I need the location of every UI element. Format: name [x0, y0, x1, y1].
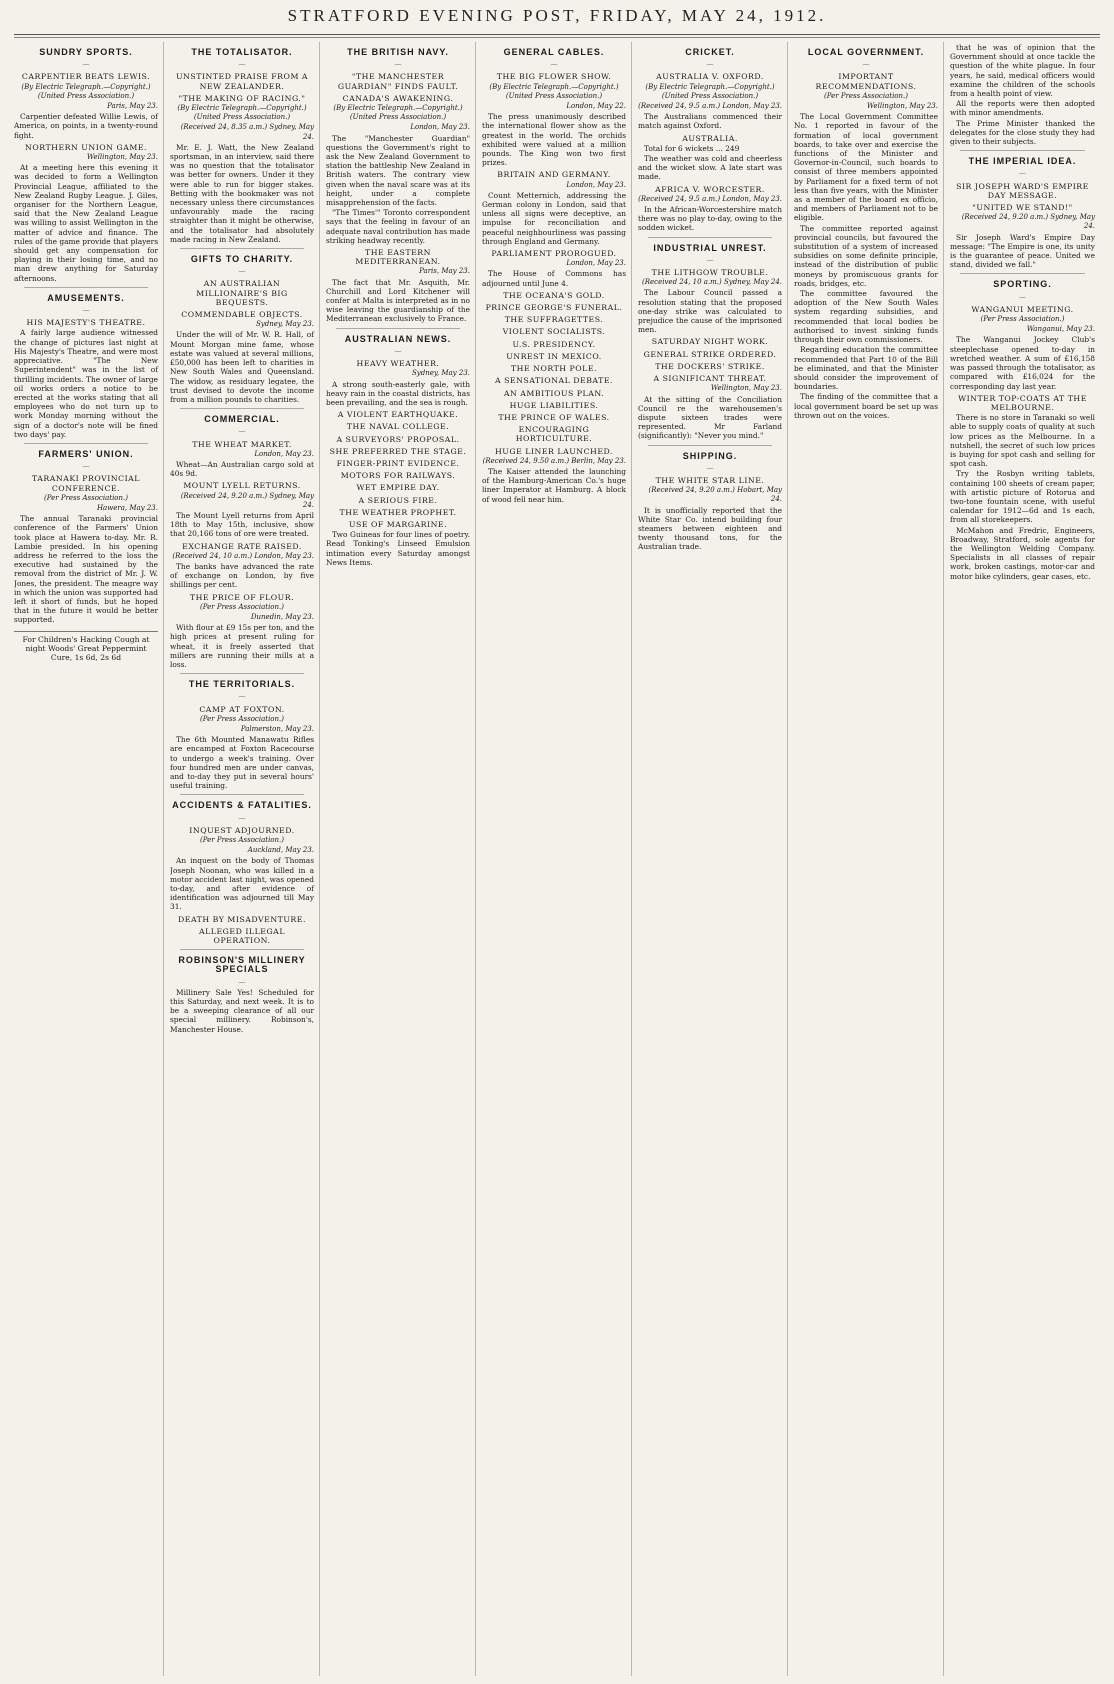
- article-headline: IMPORTANT RECOMMENDATIONS.: [815, 72, 917, 91]
- wire-credit: (Per Press Association.): [200, 714, 284, 723]
- dateline: Paris, May 23.: [419, 267, 470, 276]
- article-headline: AN AMBITIOUS PLAN.: [503, 388, 605, 398]
- article-headline: THE BIG FLOWER SHOW.: [496, 72, 612, 82]
- section-dash: —: [238, 60, 246, 69]
- dateline: (Received 24, 9.20 a.m.) Sydney, May 24.: [961, 213, 1095, 231]
- article-body: The weather was cold and cheerless and the wicket slow. A late start was made.: [638, 154, 782, 182]
- section-heading: SUNDRY SPORTS.: [39, 47, 133, 57]
- section-rule: [180, 673, 304, 674]
- section-dash: —: [1019, 169, 1026, 178]
- article-body: An inquest on the body of Thomas Joseph Noonan, who was killed in a motor accident last night, was opened to-day, and after evidence of identification was adjourned till May 31.: [170, 856, 314, 912]
- article-headline: MOUNT LYELL RETURNS.: [183, 481, 301, 491]
- article-headline: GENERAL STRIKE ORDERED.: [643, 349, 777, 359]
- section-dash: —: [1019, 292, 1026, 301]
- section-dash: —: [238, 267, 246, 276]
- advertisement: For Children's Hacking Cough at night Woods' Great Peppermint Cure, 1s 6d, 2s 6d: [14, 631, 158, 663]
- article-headline: PRINCE GEORGE'S FUNERAL.: [485, 303, 623, 313]
- wire-credit: (Per Press Association.): [44, 493, 128, 502]
- wire-credit: (By Electric Telegraph.—Copyright.) (United Press Association.): [333, 104, 463, 122]
- dateline: (Received 24, 10 a.m.) London, May 23.: [172, 551, 314, 560]
- article-body: The committee reported against provincial councils, but favoured the substitution of a system of increased subsidies on some definite principle, instead of the distribution of public moneys by promiscuous grants for roads, bridges, etc.: [794, 223, 938, 288]
- article-headline: A SIGNIFICANT THREAT.: [653, 374, 767, 384]
- dateline: Paris, May 23.: [107, 102, 158, 111]
- article-headline: THE WEATHER PROPHET.: [339, 507, 457, 517]
- article-headline: UNSTINTED PRAISE FROM A NEW ZEALANDER.: [175, 72, 309, 91]
- article-headline: ALLEGED ILLEGAL OPERATION.: [199, 926, 285, 946]
- column-5: [638, 42, 788, 1676]
- article-body: Try the Rosbyn writing tablets, containing 100 sheets of cream paper, with artistic picture of Rotorua and two-tone fountain scene, with useful calendar for 1912—6d and 1s each, from all storekeepers.: [950, 469, 1095, 525]
- article-headline: THE PRICE OF FLOUR.: [189, 592, 295, 602]
- wire-credit: (By Electric Telegraph.—Copyright.) (United Press Association.): [489, 82, 619, 100]
- section-dash: —: [82, 60, 90, 69]
- article-headline: THE SUFFRAGETTES.: [504, 315, 604, 325]
- newspaper-columns: [14, 42, 1100, 1676]
- wire-credit: (By Electric Telegraph.—Copyright.) (United Press Association.): [645, 82, 775, 100]
- article-headline: UNREST IN MEXICO.: [506, 351, 602, 361]
- article-body: The press unanimously described the international flower show as the greatest in the world. The orchids exhibited were valued at a million pounds. The King won two first prizes.: [482, 112, 626, 168]
- section-rule: [180, 794, 304, 795]
- dateline: London, May 23.: [566, 180, 626, 189]
- section-heading: THE BRITISH NAVY.: [347, 47, 449, 57]
- section-rule: [960, 150, 1085, 151]
- dateline: Sydney, May 23.: [411, 369, 470, 378]
- dateline: (Received 24, 9.20 a.m.) Sydney, May 24.: [180, 491, 314, 509]
- section-rule: [24, 287, 148, 288]
- section-heading: COMMERCIAL.: [204, 414, 280, 425]
- article-headline: USE OF MARGARINE.: [348, 519, 448, 529]
- section-dash: —: [82, 306, 90, 315]
- dateline: (Received 24, 10 a.m.) Sydney, May 24.: [642, 278, 782, 287]
- article-headline: AUSTRALIA V. OXFORD.: [656, 72, 764, 82]
- article-body: Under the will of Mr. W. R. Hall, of Mount Morgan mine fame, whose estate was valued at several millions, £50,000 has been left to charities in New South Wales and Queensland. The widow, as residuary legatee, the trust devised to devote the income from a million pounds to charities.: [170, 330, 314, 404]
- article-headline: PARLIAMENT PROROGUED.: [491, 249, 617, 259]
- article-headline: AUSTRALIA.: [682, 133, 738, 143]
- section-heading: AUSTRALIAN NEWS.: [344, 333, 452, 344]
- article-headline: THE EASTERN MEDITERRANEAN.: [355, 248, 441, 267]
- article-headline: A SENSATIONAL DEBATE.: [494, 376, 614, 386]
- dateline: (Received 24, 9.20 a.m.) Hobart, May 24.: [648, 486, 782, 504]
- section-dash: —: [394, 346, 402, 355]
- article-headline: THE WHEAT MARKET.: [192, 439, 292, 449]
- article-body: It is unofficially reported that the White Star Co. intend building four steamers between eighteen and twenty thousand tons, for the Australian trade.: [638, 505, 782, 552]
- column-6: [794, 42, 944, 1676]
- masthead-rule-lower: [14, 37, 1100, 38]
- article-headline: "THE MANCHESTER GUARDIAN" FINDS FAULT.: [337, 72, 459, 91]
- article-body: Regarding education the committee recommended that Part 10 of the Bill be eliminated, and that the Minister should consider the improvement of boundaries.: [794, 345, 938, 392]
- article-headline: AN AUSTRALIAN MILLIONAIRE'S BIG BEQUESTS.: [196, 279, 288, 307]
- section-heading: GENERAL CABLES.: [503, 47, 605, 57]
- dateline: Wellington, May 23.: [866, 102, 938, 111]
- article-headline: DEATH BY MISADVENTURE.: [178, 914, 306, 924]
- section-heading: THE IMPERIAL IDEA.: [968, 156, 1077, 167]
- wire-credit: (By Electric Telegraph.—Copyright.) (United Press Association.): [177, 104, 307, 122]
- article-body: The House of Commons has adjourned until June 4.: [482, 269, 626, 288]
- article-body: Total for 6 wickets ... 249: [644, 143, 740, 153]
- article-headline: WANGANUI MEETING.: [971, 304, 1074, 314]
- column-3: [326, 42, 476, 1676]
- article-headline: A VIOLENT EARTHQUAKE.: [337, 410, 459, 420]
- dateline: (Received 24, 9.50 a.m.) Berlin, May 23.: [482, 456, 626, 465]
- article-body: Count Metternich, addressing the German colony in London, said that unless all signs were deceptive, an impulse for reconciliation and peaceful neighbourliness was passing through England and Germany.: [482, 190, 626, 246]
- article-headline: SATURDAY NIGHT WORK.: [651, 337, 769, 347]
- article-headline: THE NORTH POLE.: [510, 364, 598, 374]
- article-headline: THE LITHGOW TROUBLE.: [651, 268, 769, 278]
- article-headline: TARANAKI PROVINCIAL CONFERENCE.: [31, 474, 140, 493]
- article-headline: MOTORS FOR RAILWAYS.: [340, 471, 456, 481]
- dateline: Wellington, May 23.: [86, 153, 158, 162]
- article-headline: FINGER-PRINT EVIDENCE.: [336, 458, 460, 468]
- article-body: The Labour Council passed a resolution stating that the proposed one-day strike was calculated to prejudice the cause of the imprisoned men.: [638, 288, 782, 335]
- article-body: "The Times'" Toronto correspondent says that the feeling in favour of an adequate naval contribution has made striking headway recently.: [326, 208, 470, 245]
- section-heading: SPORTING.: [993, 279, 1052, 290]
- article-headline: SHE PREFERRED THE STAGE.: [329, 446, 467, 456]
- article-headline: HEAVY WEATHER.: [356, 359, 440, 369]
- article-headline: "UNITED WE STAND!": [972, 203, 1073, 213]
- column-1: [14, 42, 164, 1676]
- article-headline: COMMENDABLE OBJECTS.: [181, 310, 303, 320]
- article-headline: THE WHITE STAR LINE.: [655, 475, 765, 485]
- article-body: McMahon and Fredric, Engineers, Broadway, Stratford, sole agents for the Wellington Welding Company. Specialists in all classes of repair work, broken castings, motor-car and motor bike cylinders, gear cases, etc.: [950, 525, 1095, 581]
- article-body: Mr. E. J. Watt, the New Zealand sportsman, in an interview, said there was no question that the totalisator was better for owners. Under it they were able to run for bigger stakes. Betting with the bookmaker was not necessary unless there circumstances unfavourably made the racing straighter than it might be otherwise, and the totalisator had absolutely made racing in New Zealand.: [170, 142, 314, 244]
- section-heading: THE TOTALISATOR.: [191, 47, 293, 57]
- article-body: At the sitting of the Conciliation Council re the warehousemen's dispute sixteen trades were represented. Mr Farland (significantly): "Never you mind.": [638, 394, 782, 441]
- article-headline: CAMP AT FOXTON.: [199, 704, 285, 714]
- section-dash: —: [550, 60, 558, 69]
- section-heading: SHIPPING.: [682, 450, 738, 461]
- article-body: At a meeting here this evening it was decided to form a Wellington Provincial League, affiliated to the New Zealand Rugby League. J. Giles, organiser for the Northern League, said that the New Zealand League was willing to assist Wellington in the matter of advice and finance. The rules of the game provide that players should get any compensation for playing in their losing time, and no man drew anything for Saturday afternoons.: [14, 163, 158, 283]
- wire-credit: (Per Press Association.): [200, 836, 284, 845]
- dateline: London, May 22.: [566, 102, 626, 111]
- article-body: The Kaiser attended the launching of the Hamburg-American Co.'s huge liner Imperator at Hamburg. A block of wood fell near him.: [482, 466, 626, 504]
- article-headline: HUGE LIABILITIES.: [509, 400, 599, 410]
- section-dash: —: [82, 462, 90, 471]
- section-rule: [180, 248, 304, 249]
- article-body: The "Manchester Guardian" questions the Government's right to ask the New Zealand Government to station the battleship New Zealand in British waters. The contrary view given when the naval scare was at its height, under a complete misapprehension of the facts.: [326, 133, 470, 208]
- article-headline: WET EMPIRE DAY.: [356, 483, 440, 493]
- article-body: The Mount Lyell returns from April 18th to May 15th, inclusive, show that 20,166 tons of ore were treated.: [170, 510, 314, 539]
- section-rule: [960, 273, 1085, 274]
- article-body: With flour at £9 15s per ton, and the high prices at present ruling for wheat, it is freely asserted that millers are running their mills at a loss.: [170, 623, 314, 669]
- article-headline: CANADA'S AWAKENING.: [342, 93, 454, 103]
- section-dash: —: [706, 60, 714, 69]
- article-body: The banks have advanced the rate of exchange on London, by five shillings per cent.: [170, 561, 314, 590]
- section-heading: AMUSEMENTS.: [47, 292, 125, 303]
- article-headline: THE DOCKERS' STRIKE.: [655, 361, 765, 371]
- section-dash: —: [238, 813, 246, 822]
- section-dash: —: [238, 692, 246, 701]
- wire-credit: (Per Press Association.): [200, 602, 284, 611]
- dateline: Dunedin, May 23.: [250, 612, 314, 621]
- article-headline: SIR JOSEPH WARD'S EMPIRE DAY MESSAGE.: [956, 181, 1089, 200]
- section-rule: [648, 237, 772, 238]
- article-body: There is no store in Taranaki so well able to supply coats of quality at such low prices as the Melbourne. In a nutshell, the secret of such low prices is buying for spot cash and selling for spot cash.: [950, 413, 1095, 469]
- dateline: (Received 24, 9.5 a.m.) London, May 23.: [638, 194, 782, 203]
- dateline: (Received 24, 8.35 a.m.) Sydney, May 24.: [180, 123, 314, 141]
- article-body: The 6th Mounted Manawatu Rifles are encamped at Foxton Racecourse to undergo a week's training. Over four hundred men are under canvas, and to-day they put in several hours' useful training.: [170, 735, 314, 791]
- column-4: [482, 42, 632, 1676]
- article-headline: "THE MAKING OF RACING.": [178, 93, 306, 103]
- section-heading: CRICKET.: [685, 47, 735, 57]
- dateline: London, May 23.: [566, 259, 626, 268]
- dateline: London, May 23.: [254, 449, 314, 458]
- masthead: STRATFORD EVENING POST, FRIDAY, MAY 24, 1912.: [287, 6, 827, 25]
- column-7: [950, 42, 1100, 1676]
- article-body: The Prime Minister thanked the delegates for the close study they had given to their subjects.: [950, 118, 1095, 147]
- section-dash: —: [238, 427, 246, 436]
- article-body: In the African-Worcestershire match there was no play to-day, owing to the sodden wicket.: [638, 205, 782, 233]
- masthead-rule: [14, 34, 1100, 35]
- article-headline: THE OCEANA'S GOLD.: [503, 290, 605, 300]
- dateline: Palmerston, May 23.: [240, 725, 314, 733]
- section-heading: INDUSTRIAL UNREST.: [653, 242, 767, 253]
- section-heading: ACCIDENTS & FATALITIES.: [172, 800, 312, 811]
- article-headline: WINTER TOP-COATS AT THE MELBOURNE.: [958, 393, 1087, 412]
- section-heading: FARMERS' UNION.: [38, 448, 134, 459]
- article-body: Wheat—An Australian cargo sold at 40s 9d.: [170, 459, 314, 479]
- article-body: Sir Joseph Ward's Empire Day message: "The Empire is one, its unity is the guarantee of peace. United we stand, divided we fall.": [950, 232, 1095, 270]
- article-body: Carpentier defeated Willie Lewis, of America, on points, in a twenty-round fight.: [14, 112, 158, 140]
- article-headline: BRITAIN AND GERMANY.: [497, 170, 611, 180]
- dateline: Sydney, May 23.: [255, 320, 314, 329]
- section-dash: —: [706, 255, 714, 264]
- section-heading: ROBINSON'S MILLINERY SPECIALS: [178, 955, 306, 975]
- wire-credit: (Per Press Association.): [980, 315, 1065, 324]
- article-headline: AFRICA V. WORCESTER.: [655, 184, 765, 194]
- article-body: that he was of opinion that the Government should at once tackle the question of the white plague. In four years, he said, medical officers would examine the children of the schools from a health point of view.: [950, 43, 1095, 99]
- article-headline: HIS MAJESTY'S THEATRE.: [26, 318, 146, 328]
- article-headline: A SURVEYORS' PROPOSAL.: [336, 434, 460, 444]
- dateline: Wellington, May 23.: [710, 384, 782, 393]
- article-headline: VIOLENT SOCIALISTS.: [502, 327, 606, 337]
- section-rule: [648, 445, 772, 446]
- article-body: The Local Government Committee No. 1 reported in favour of the formation of local government boards, to take over and exercise the functions of the Minister and Governor-in-Council, such boards to consist of three members appointed by Parliament for a fixed term of not less than five years, with the Minister as a member of the board ex officio, and members of Parliament not to be eligible.: [794, 112, 938, 223]
- article-body: The Wanganui Jockey Club's steeplechase opened to-day in wretched weather. A sum of £16,158 was passed through the totalisator, as compared with £16,024 for the corresponding day last year.: [950, 335, 1095, 391]
- article-body: The Australians commenced their match against Oxford.: [638, 112, 782, 131]
- article-body: Two Guineas for four lines of poetry. Read Tonking's Linseed Emulsion intimation every Saturday amongst News Items.: [326, 530, 470, 567]
- dateline: (Received 24, 9.5 a.m.) London, May 23.: [638, 102, 782, 111]
- article-body: A fairly large audience witnessed the change of pictures last night at His Majesty's Theatre, and were most appreciative. "The New Superintendent" was in the list of thrilling incidents. The owner of large oil works orders a notice to be erected at the works stating that all employees who do not turn up to work Monday morning without the sign of a doctor's note will be fined two days' pay.: [14, 328, 158, 439]
- article-body: The committee favoured the adoption of the New South Wales system regarding subsidies, and recommended that local bodies be authorised to invest sinking funds through their own commissioners.: [794, 289, 938, 345]
- article-headline: HUGE LINER LAUNCHED.: [495, 446, 613, 456]
- article-body: The fact that Mr. Asquith, Mr. Churchill and Lord Kitchener will confer at Malta is interpreted as in no wise leaving the guardianship of the Mediterranean exclusively to France.: [326, 277, 470, 324]
- article-body: Millinery Sale Yes! Scheduled for this Saturday, and next week. It is to be a sweeping clearance of all our special millinery. Robinson's, Manchester House.: [170, 987, 314, 1034]
- article-body: The annual Taranaki provincial conference of the Farmers' Union took place at Hawera to-day. Mr. R. Lambie presided. In his opening address he referred to the loss the executive had sustained by the removal from the district of Mr. J. W. Jones, the president. The meagre way in which the union was supported had left it short of funds, but he hoped that in the future it would be better supported.: [14, 514, 158, 625]
- article-headline: INQUEST ADJOURNED.: [189, 825, 295, 835]
- column-2: [170, 42, 320, 1676]
- section-dash: —: [862, 60, 870, 69]
- article-body: All the reports were then adopted with minor amendments.: [950, 99, 1095, 118]
- dateline: Wanganui, May 23.: [1026, 325, 1095, 334]
- section-rule: [336, 328, 460, 329]
- wire-credit: (By Electric Telegraph.—Copyright.) (United Press Association.): [21, 82, 151, 100]
- section-dash: —: [706, 463, 714, 472]
- wire-credit: (Per Press Association.): [824, 91, 908, 100]
- section-rule: [180, 949, 304, 950]
- article-headline: ENCOURAGING HORTICULTURE.: [515, 425, 593, 444]
- article-headline: CARPENTIER BEATS LEWIS.: [21, 72, 151, 82]
- article-headline: THE PRINCE OF WALES.: [498, 412, 610, 422]
- article-body: A strong south-easterly gale, with heavy rain in the coastal districts, has been prevailing, and the sea is rough.: [326, 379, 470, 407]
- section-rule: [180, 408, 304, 409]
- article-headline: NORTHERN UNION GAME.: [25, 142, 147, 152]
- section-heading: GIFTS TO CHARITY.: [190, 254, 294, 265]
- section-rule: [24, 443, 148, 444]
- dateline: Auckland, May 23.: [247, 846, 314, 855]
- article-headline: THE NAVAL COLLEGE.: [346, 422, 450, 432]
- article-headline: EXCHANGE RATE RAISED.: [182, 541, 302, 551]
- dateline: Hawera, May 23.: [96, 503, 158, 512]
- article-headline: U.S. PRESIDENCY.: [512, 339, 596, 349]
- section-dash: —: [394, 60, 402, 69]
- section-heading: THE TERRITORIALS.: [188, 679, 296, 690]
- dateline: London, May 23.: [410, 123, 470, 132]
- article-body: The finding of the committee that a local government board be set up was thrown out on the voices.: [794, 392, 938, 420]
- section-dash: —: [238, 977, 246, 986]
- section-heading: LOCAL GOVERNMENT.: [807, 47, 925, 57]
- article-headline: A SERIOUS FIRE.: [358, 495, 438, 505]
